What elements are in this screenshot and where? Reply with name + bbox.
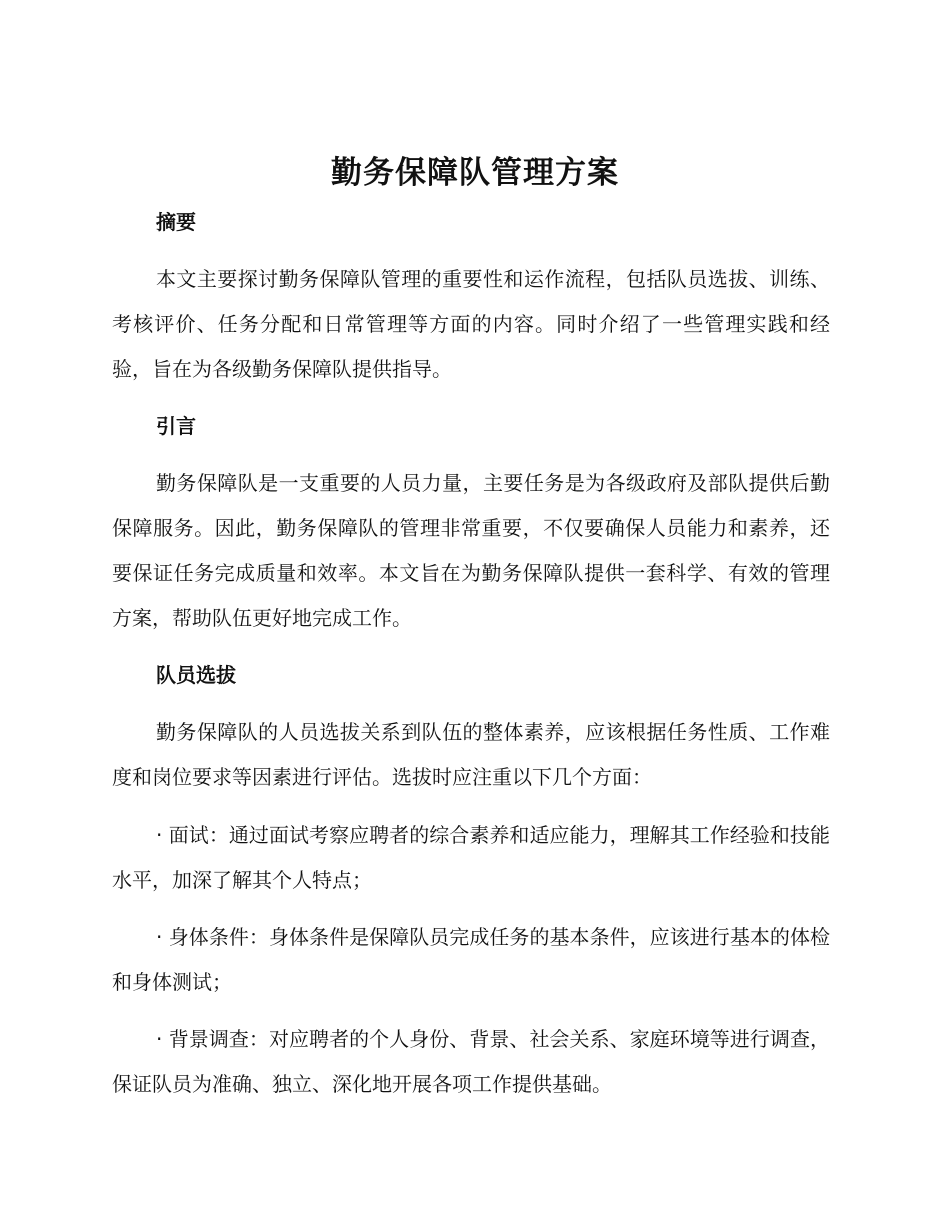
selection-heading: 队员选拔: [156, 663, 236, 687]
selection-item-physical: · 身体条件：身体条件是保障队员完成任务的基本条件，应该进行基本的体检和身体测试；: [112, 925, 830, 994]
abstract-paragraph: 本文主要探讨勤务保障队管理的重要性和运作流程，包括队员选拔、训练、考核评价、任务分配和日常管理等方面的内容。同时介绍了一些管理实践和经验，旨在为各级勤务保障队提供指导。: [112, 267, 830, 381]
introduction-paragraph: 勤务保障队是一支重要的人员力量，主要任务是为各级政府及部队提供后勤保障服务。因此，勤务保障队的管理非常重要，不仅要确保人员能力和素养，还要保证任务完成质量和效率。本文旨在为勤务保障队提供一套科学、有效的管理方案，帮助队伍更好地完成工作。: [112, 471, 830, 630]
document-title: 勤务保障队管理方案: [331, 155, 619, 191]
abstract-heading: 摘要: [156, 210, 196, 234]
selection-paragraph: 勤务保障队的人员选拔关系到队伍的整体素养，应该根据任务性质、工作难度和岗位要求等因素进行评估。选拔时应注重以下几个方面：: [112, 720, 830, 789]
selection-item-background: · 背景调查：对应聘者的个人身份、背景、社会关系、家庭环境等进行调查，保证队员为准确、独立、深化地开展各项工作提供基础。: [112, 1027, 830, 1096]
introduction-heading: 引言: [156, 414, 196, 438]
selection-item-interview: · 面试：通过面试考察应聘者的综合素养和适应能力，理解其工作经验和技能水平，加深了解其个人特点；: [112, 823, 830, 892]
